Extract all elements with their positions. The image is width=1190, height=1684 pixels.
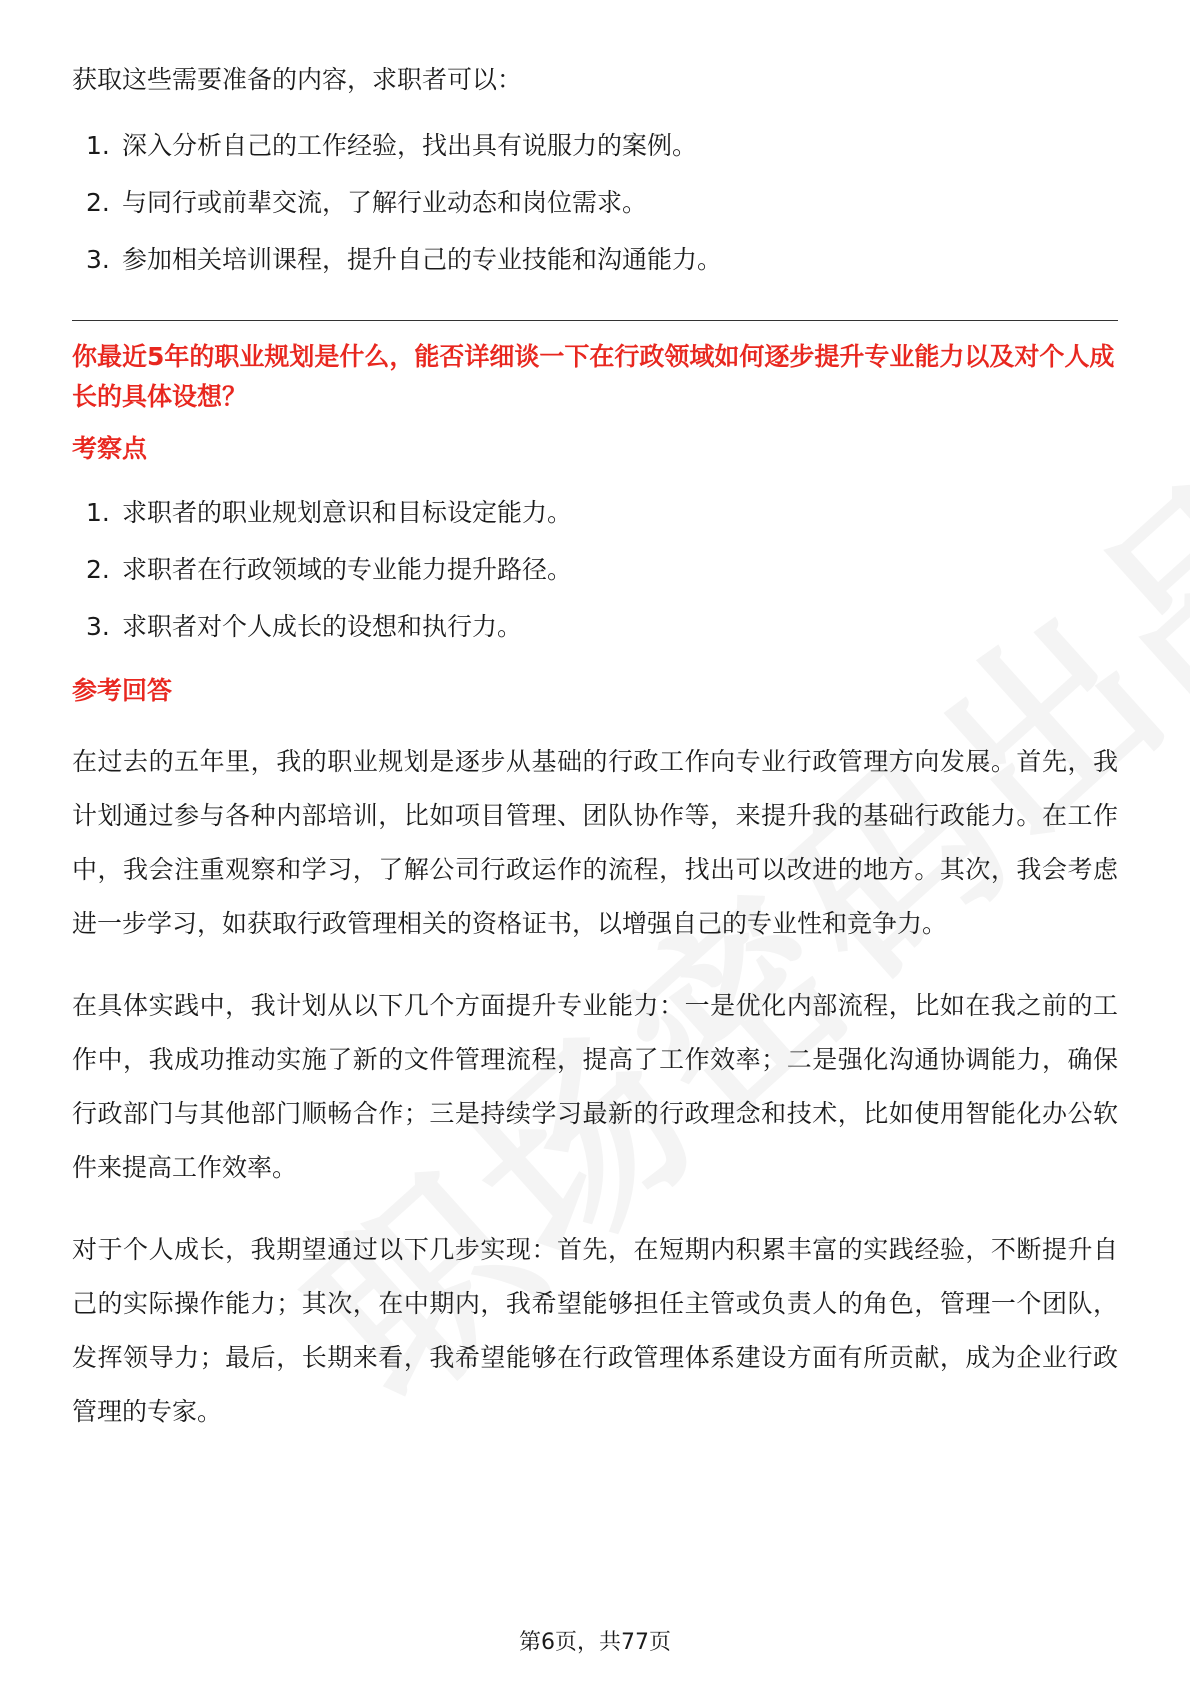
prep-list bbox=[72, 126, 1118, 280]
page-content bbox=[72, 60, 1118, 1467]
list-number: 3. bbox=[86, 612, 110, 641]
list-text: 求职者对个人成长的设想和执行力。 bbox=[122, 612, 523, 641]
section-divider bbox=[72, 320, 1118, 321]
list-item bbox=[72, 493, 1118, 533]
question-heading: 你最近5年的职业规划是什么，能否详细谈一下在行政领域如何逐步提升专业能力以及对个人成长的具体设想？ bbox=[72, 342, 1115, 411]
list-number: 2. bbox=[86, 188, 110, 217]
list-number: 1. bbox=[86, 131, 110, 160]
list-text: 与同行或前辈交流，了解行业动态和岗位需求。 bbox=[122, 188, 648, 217]
list-number: 2. bbox=[86, 555, 110, 584]
page-number: 第6页，共77页 bbox=[519, 1630, 671, 1655]
answer-paragraph: 对于个人成长，我期望通过以下几步实现：首先，在短期内积累丰富的实践经验，不断提升自己的实际操作能力；其次，在中期内，我希望能够担任主管或负责人的角色，管理一个团队，发挥领导力；最后，长期来看，我希望能够在行政管理体系建设方面有所贡献，成为企业行政管理的专家。 bbox=[72, 1235, 1118, 1426]
list-item bbox=[72, 240, 1118, 280]
list-text: 参加相关培训课程，提升自己的专业技能和沟通能力。 bbox=[122, 245, 723, 274]
list-item bbox=[72, 183, 1118, 223]
list-number: 3. bbox=[86, 245, 110, 274]
list-number: 1. bbox=[86, 498, 110, 527]
answer-paragraph: 在具体实践中，我计划从以下几个方面提升专业能力：一是优化内部流程，比如在我之前的工作中，我成功推动实施了新的文件管理流程，提高了工作效率；二是强化沟通协调能力，确保行政部门与其他部门顺畅合作；三是持续学习最新的行政理念和技术，比如使用智能化办公软件来提高工作效率。 bbox=[72, 991, 1118, 1182]
list-text: 深入分析自己的工作经验，找出具有说服力的案例。 bbox=[122, 131, 698, 160]
list-item bbox=[72, 607, 1118, 647]
list-text: 求职者在行政领域的专业能力提升路径。 bbox=[122, 555, 573, 584]
answer-paragraph: 在过去的五年里，我的职业规划是逐步从基础的行政工作向专业行政管理方向发展。首先，我计划通过参与各种内部培训，比如项目管理、团队协作等，来提升我的基础行政能力。在工作中，我会注重观察和学习，了解公司行政运作的流程，找出可以改进的地方。其次，我会考虑进一步学习，如获取行政管理相关的资格证书，以增强自己的专业性和竞争力。 bbox=[72, 747, 1118, 938]
list-item bbox=[72, 126, 1118, 166]
intro-text: 获取这些需要准备的内容，求职者可以： bbox=[72, 65, 523, 94]
list-text: 求职者的职业规划意识和目标设定能力。 bbox=[122, 498, 573, 527]
answer-heading: 参考回答 bbox=[72, 676, 173, 705]
list-item bbox=[72, 550, 1118, 590]
examine-list bbox=[72, 493, 1118, 647]
examine-heading: 考察点 bbox=[72, 434, 148, 463]
